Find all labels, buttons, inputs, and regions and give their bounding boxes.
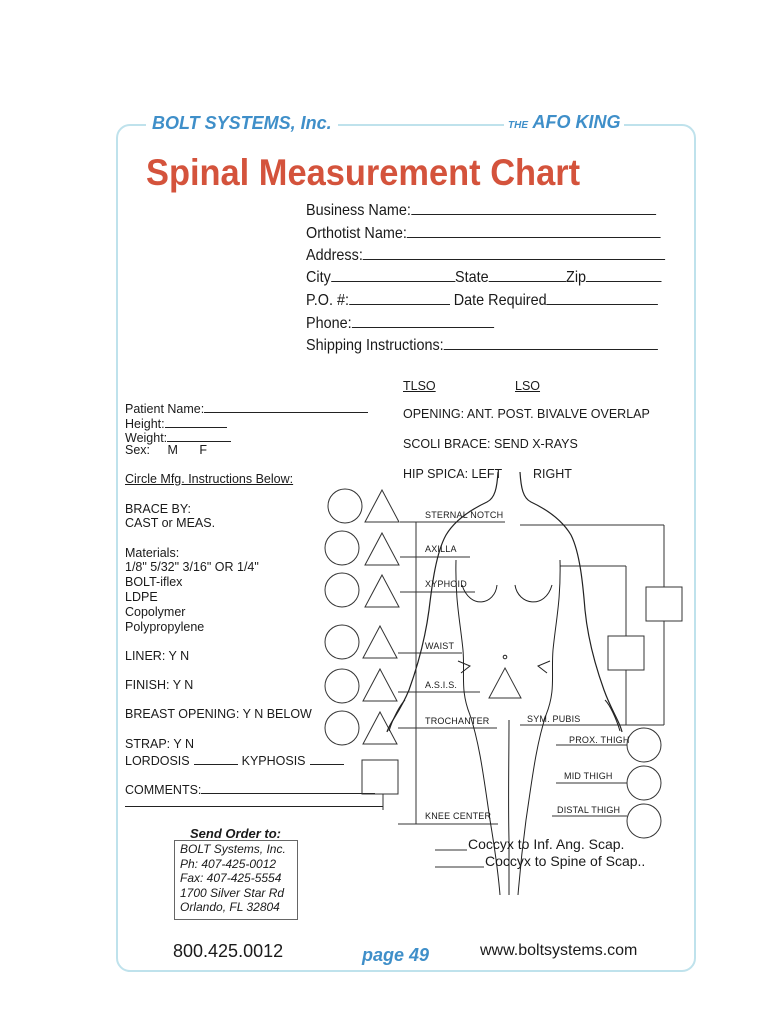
label-waist: WAIST (425, 641, 455, 651)
triangle-axilla[interactable] (365, 533, 399, 565)
label-sternal-notch: STERNAL NOTCH (425, 510, 504, 520)
sex-label: Sex: (125, 443, 151, 457)
triangle-xyphoid[interactable] (365, 575, 399, 607)
po-label: P.O. #: (306, 292, 349, 309)
circle-asis[interactable] (325, 669, 359, 703)
option-hip-spica[interactable]: HIP SPICA: LEFT (403, 467, 503, 481)
triangle-sternal[interactable] (365, 490, 399, 522)
send-company: BOLT Systems, Inc. (180, 842, 286, 856)
finish-option[interactable]: FINISH: Y N (125, 678, 194, 692)
page-number: page 49 (358, 945, 433, 966)
send-order-box (174, 840, 298, 920)
label-knee-center: KNEE CENTER (425, 811, 492, 821)
label-sym-pubis: SYM. PUBIS (527, 714, 581, 724)
patient-name-label: Patient Name: (125, 402, 205, 416)
state-label: State (455, 269, 489, 286)
circle-heading: Circle Mfg. Instructions Below: (125, 472, 294, 486)
material-ldpe[interactable]: LDPE (125, 590, 158, 604)
date-required-label: Date Required (453, 292, 547, 309)
zip-label: Zip (566, 269, 587, 286)
circle-prox-thigh[interactable] (627, 728, 661, 762)
material-copolymer[interactable]: Copolymer (125, 605, 186, 619)
label-mid-thigh: MID THIGH (564, 771, 613, 781)
circle-distal-thigh[interactable] (627, 804, 661, 838)
circle-waist[interactable] (325, 625, 359, 659)
materials-label: Materials: (125, 546, 180, 560)
footer-url[interactable]: www.boltsystems.com (476, 942, 641, 960)
label-xyphoid: XYPHOID (425, 579, 467, 589)
sex-m[interactable]: M (167, 443, 178, 457)
lordosis-label: LORDOSIS (125, 754, 190, 768)
circle-xyphoid[interactable] (325, 573, 359, 607)
scap-inf-angle[interactable]: Coccyx to Inf. Ang. Scap. (468, 836, 625, 852)
send-fax: Fax: 407-425-5554 (180, 871, 282, 886)
breast-opening-option[interactable]: BREAST OPENING: Y N BELOW (125, 707, 312, 721)
comments-label: COMMENTS: (125, 783, 202, 797)
shipping-label: Shipping Instructions: (306, 337, 444, 354)
business-name-label: Business Name: (306, 202, 411, 219)
label-asis: A.S.I.S. (425, 680, 458, 690)
circle-axilla[interactable] (325, 531, 359, 565)
liner-option[interactable]: LINER: Y N (125, 649, 190, 663)
label-prox-thigh: PROX. THIGH (569, 735, 630, 745)
option-opening[interactable]: OPENING: ANT. POST. BIVALVE OVERLAP (403, 407, 650, 421)
tagline-the: THE (508, 120, 528, 131)
triangle-asis[interactable] (363, 669, 397, 701)
kyphosis-label: KYPHOSIS (241, 754, 306, 768)
square-right-lower[interactable] (608, 636, 644, 670)
address-label: Address: (306, 247, 363, 264)
footer-phone: 800.425.0012 (173, 941, 284, 961)
circle-sternal[interactable] (328, 489, 362, 523)
send-city: Orlando, FL 32804 (180, 900, 280, 915)
scap-spine[interactable]: Coccyx to Spine of Scap.. (485, 853, 646, 869)
square-right-upper[interactable] (646, 587, 682, 621)
square-knee[interactable] (362, 760, 398, 794)
material-polypropylene[interactable]: Polypropylene (125, 620, 205, 634)
send-phone: Ph: 407-425-0012 (180, 856, 277, 871)
triangle-waist[interactable] (363, 626, 397, 658)
label-trochanter: TROCHANTER (425, 716, 490, 726)
page-title: Spinal Measurement Chart (146, 152, 581, 193)
strap-option[interactable]: STRAP: Y N (125, 737, 195, 751)
material-bolt-iflex[interactable]: BOLT-iflex (125, 575, 183, 589)
triangle-trochanter[interactable] (363, 712, 397, 744)
option-scoli[interactable]: SCOLI BRACE: SEND X-RAYS (403, 437, 578, 451)
brace-by-label: BRACE BY: (125, 502, 191, 516)
label-distal-thigh: DISTAL THIGH (557, 805, 621, 815)
height-label: Height: (125, 417, 165, 431)
circle-trochanter[interactable] (325, 711, 359, 745)
weight-label: Weight: (125, 431, 168, 445)
orthotist-name-label: Orthotist Name: (306, 225, 407, 242)
thickness-options[interactable]: 1/8" 5/32" 3/16" OR 1/4" (125, 560, 259, 574)
option-hip-right[interactable]: RIGHT (533, 467, 572, 481)
tagline-afo-king: AFO KING (532, 112, 621, 132)
company-name: BOLT SYSTEMS, Inc. (146, 113, 338, 134)
cast-or-meas-option[interactable]: CAST or MEAS. (125, 516, 216, 530)
send-street: 1700 Silver Star Rd (180, 885, 285, 900)
label-axilla: AXILLA (425, 544, 457, 554)
phone-label: Phone: (306, 315, 352, 332)
send-order-heading: Send Order to: (190, 826, 282, 841)
triangle-pubis[interactable] (489, 668, 521, 698)
sex-f[interactable]: F (199, 443, 208, 457)
circle-mid-thigh[interactable] (627, 766, 661, 800)
option-tlso[interactable]: TLSO (403, 379, 436, 393)
city-label: City (306, 269, 331, 286)
option-lso[interactable]: LSO (515, 379, 541, 393)
